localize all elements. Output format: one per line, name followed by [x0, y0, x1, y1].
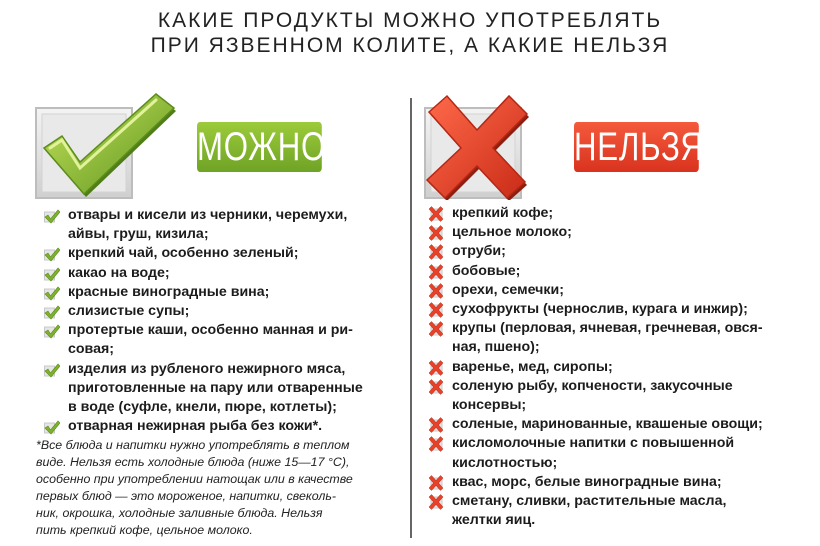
- allowed-item-text: красные виноградные вина;: [68, 283, 270, 300]
- allowed-item-text: отварная нежирная рыба без кожи*.: [68, 418, 323, 435]
- allowed-list: [44, 206, 384, 436]
- forbidden-item-text: соленую рыбу, копчености, закусочные: [452, 377, 733, 394]
- forbidden-item: [428, 377, 808, 415]
- forbidden-item: [428, 223, 808, 242]
- forbidden-item: [428, 300, 808, 319]
- allowed-item-text: отвары и кисели из черники, черемухи,: [68, 207, 348, 223]
- forbidden-item-text: крупы (перловая, ячневая, гречневая, овся-: [452, 320, 763, 337]
- big-check-icon: [34, 90, 176, 200]
- allowed-item-text: в воде (суфле, кнели, пюре, котлеты);: [68, 399, 337, 416]
- forbidden-item: [428, 473, 808, 492]
- forbidden-item-text: крепкий кофе;: [452, 205, 554, 221]
- allowed-item-text: совая;: [68, 341, 114, 358]
- column-divider: [410, 98, 412, 538]
- forbidden-item: [428, 415, 808, 434]
- forbidden-item-text: кислотностью;: [452, 454, 558, 471]
- forbidden-item-text: ная, пшено);: [452, 339, 540, 356]
- forbidden-item-text: консервы;: [452, 397, 527, 414]
- allowed-item: [44, 417, 384, 436]
- forbidden-item: [428, 242, 808, 261]
- allowed-item-text: приготовленные на пару или отваренные: [68, 379, 363, 396]
- allowed-item: [44, 360, 384, 418]
- forbidden-list: [428, 204, 808, 530]
- forbidden-item: [428, 281, 808, 300]
- cross-icon: [428, 302, 444, 318]
- cross-icon: [428, 225, 444, 241]
- allowed-item: [44, 302, 384, 321]
- allowed-item: [44, 244, 384, 263]
- forbidden-item-text: квас, морс, белые виноградные вина;: [452, 473, 722, 490]
- forbidden-badge: НЕЛЬЗЯ: [574, 122, 699, 172]
- allowed-item-text: изделия из рубленого нежирного мяса,: [68, 360, 346, 377]
- title-line-2: ПРИ ЯЗВЕННОМ КОЛИТЕ, А КАКИЕ НЕЛЬЗЯ: [150, 34, 670, 57]
- check-icon: [44, 362, 60, 378]
- footnote-line: *Все блюда и напитки нужно употреблять в теплом: [36, 438, 350, 452]
- check-icon: [44, 208, 60, 224]
- forbidden-item-text: соленые, маринованные, квашеные овощи;: [452, 416, 763, 433]
- cross-icon: [428, 436, 444, 452]
- allowed-item: [44, 283, 384, 302]
- cross-icon: [428, 379, 444, 395]
- cross-icon: [428, 283, 444, 299]
- allowed-item-text: какао на воде;: [68, 264, 170, 281]
- check-icon: [44, 246, 60, 262]
- cross-icon: [428, 264, 444, 280]
- forbidden-item: [428, 262, 808, 281]
- cross-icon: [428, 417, 444, 433]
- forbidden-item: [428, 319, 808, 357]
- cross-icon: [428, 244, 444, 260]
- allowed-item: [44, 206, 384, 244]
- check-icon: [44, 285, 60, 301]
- forbidden-item: [428, 492, 808, 530]
- forbidden-item: [428, 358, 808, 377]
- page-title: [0, 8, 820, 58]
- footnote-line: виде. Нельзя есть холодные блюда (ниже 15—17 °С),: [36, 455, 350, 469]
- forbidden-item-text: желтки яиц.: [452, 512, 536, 529]
- check-icon: [44, 266, 60, 282]
- cross-icon: [428, 360, 444, 376]
- forbidden-item: [428, 204, 808, 223]
- footnote-line: пить крепкий кофе, цельное молоко.: [36, 523, 253, 537]
- allowed-item: [44, 264, 384, 283]
- footnote-line: ник, окрошка, холодные заливные блюда. Нельзя: [36, 506, 323, 520]
- allowed-item-text: крепкий чай, особенно зеленый;: [68, 245, 299, 262]
- check-icon: [44, 304, 60, 320]
- forbidden-item-text: сметану, сливки, растительные масла,: [452, 493, 727, 510]
- forbidden-item-text: орехи, семечки;: [452, 281, 564, 298]
- title-line-1: КАКИЕ ПРОДУКТЫ МОЖНО УПОТРЕБЛЯТЬ: [157, 9, 663, 32]
- cross-icon: [428, 206, 444, 222]
- forbidden-item-text: отруби;: [452, 243, 506, 260]
- check-icon: [44, 323, 60, 339]
- big-cross-icon: [421, 90, 533, 200]
- forbidden-item-text: сухофрукты (чернослив, курага и инжир);: [452, 301, 748, 318]
- allowed-item-text: слизистые супы;: [68, 303, 190, 320]
- footnote-line: первых блюд — это мороженое, напитки, свеколь-: [36, 489, 336, 503]
- forbidden-item-text: бобовые;: [452, 262, 521, 279]
- forbidden-item-text: кисломолочные напитки с повышенной: [452, 435, 735, 452]
- allowed-item: [44, 321, 384, 359]
- allowed-item-text: протертые каши, особенно манная и ри-: [68, 322, 353, 339]
- check-icon: [44, 419, 60, 435]
- cross-icon: [428, 321, 444, 337]
- allowed-item-text: айвы, груш, кизила;: [68, 226, 209, 243]
- footnote: [36, 437, 398, 539]
- allowed-badge: МОЖНО: [197, 122, 322, 172]
- cross-icon: [428, 494, 444, 510]
- forbidden-item-text: цельное молоко;: [452, 224, 572, 241]
- footnote-line: особенно при употреблении натощак или в качестве: [36, 472, 353, 486]
- forbidden-item: [428, 434, 808, 472]
- forbidden-item-text: варенье, мед, сиропы;: [452, 358, 613, 375]
- cross-icon: [428, 475, 444, 491]
